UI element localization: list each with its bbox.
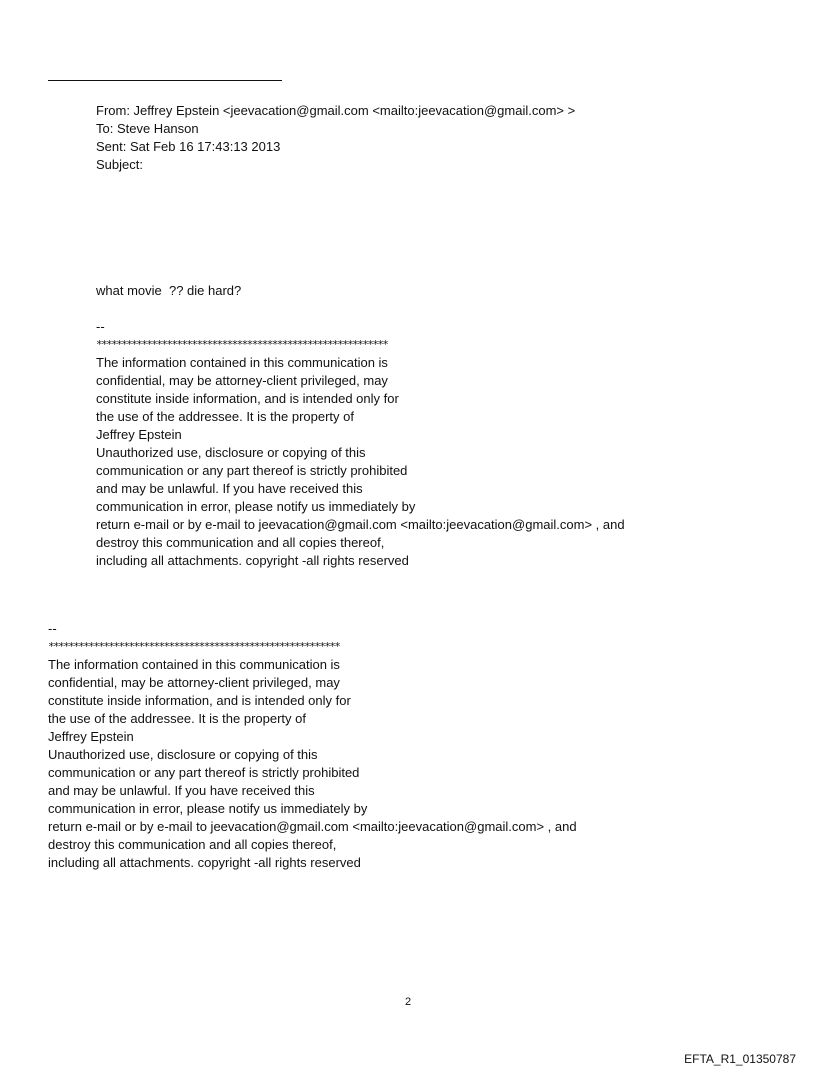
signature-line: communication in error, please notify us immediately by [96, 499, 416, 514]
signature-line: return e-mail or by e-mail to jeevacation@gmail.com <mailto:jeevacation@gmail.com> , and [48, 819, 577, 834]
signature-line: the use of the addressee. It is the property of [96, 409, 354, 424]
signature-dash: -- [48, 621, 57, 636]
to-line: To: Steve Hanson [96, 121, 199, 136]
quoted-email [96, 102, 796, 570]
signature-line: destroy this communication and all copies thereof, [48, 837, 337, 852]
signature-line: communication or any part thereof is strictly prohibited [96, 463, 408, 478]
signature-line: and may be unlawful. If you have received this [48, 783, 315, 798]
page-number: 2 [404, 996, 412, 1008]
spacer [96, 300, 796, 318]
signature-line: communication or any part thereof is strictly prohibited [48, 765, 360, 780]
bates-number: EFTA_R1_01350787 [684, 1052, 796, 1066]
signature-line: Jeffrey Epstein [48, 729, 134, 744]
outer-signature [48, 620, 788, 872]
signature-line: and may be unlawful. If you have received this [96, 481, 363, 496]
signature-line: The information contained in this communication is [48, 657, 340, 672]
signature-stars: ********************************************************** [48, 640, 340, 653]
signature-line: Unauthorized use, disclosure or copying of this [96, 445, 366, 460]
signature-line: confidential, may be attorney-client privileged, may [96, 373, 388, 388]
signature-line: communication in error, please notify us immediately by [48, 801, 368, 816]
signature-line: confidential, may be attorney-client privileged, may [48, 675, 340, 690]
signature-line: constitute inside information, and is intended only for [96, 391, 399, 406]
signature-line: Jeffrey Epstein [96, 427, 182, 442]
signature-line: including all attachments. copyright -all rights reserved [48, 855, 361, 870]
signature-line: return e-mail or by e-mail to jeevacation@gmail.com <mailto:jeevacation@gmail.com> , and [96, 517, 625, 532]
signature-line: The information contained in this communication is [96, 355, 388, 370]
signature-line: destroy this communication and all copies thereof, [96, 535, 385, 550]
sent-line: Sent: Sat Feb 16 17:43:13 2013 [96, 139, 281, 154]
signature-line: Unauthorized use, disclosure or copying of this [48, 747, 318, 762]
signature-line: the use of the addressee. It is the property of [48, 711, 306, 726]
from-line: From: Jeffrey Epstein <jeevacation@gmail.com <mailto:jeevacation@gmail.com> > [96, 103, 576, 118]
spacer [96, 174, 796, 282]
separator-rule [48, 80, 282, 81]
subject-line: Subject: [96, 157, 143, 172]
signature-line: including all attachments. copyright -all rights reserved [96, 553, 409, 568]
signature-dash: -- [96, 319, 105, 334]
signature-line: constitute inside information, and is intended only for [48, 693, 351, 708]
message-body: what movie ?? die hard? [96, 283, 242, 298]
signature-stars: ********************************************************** [96, 338, 388, 351]
